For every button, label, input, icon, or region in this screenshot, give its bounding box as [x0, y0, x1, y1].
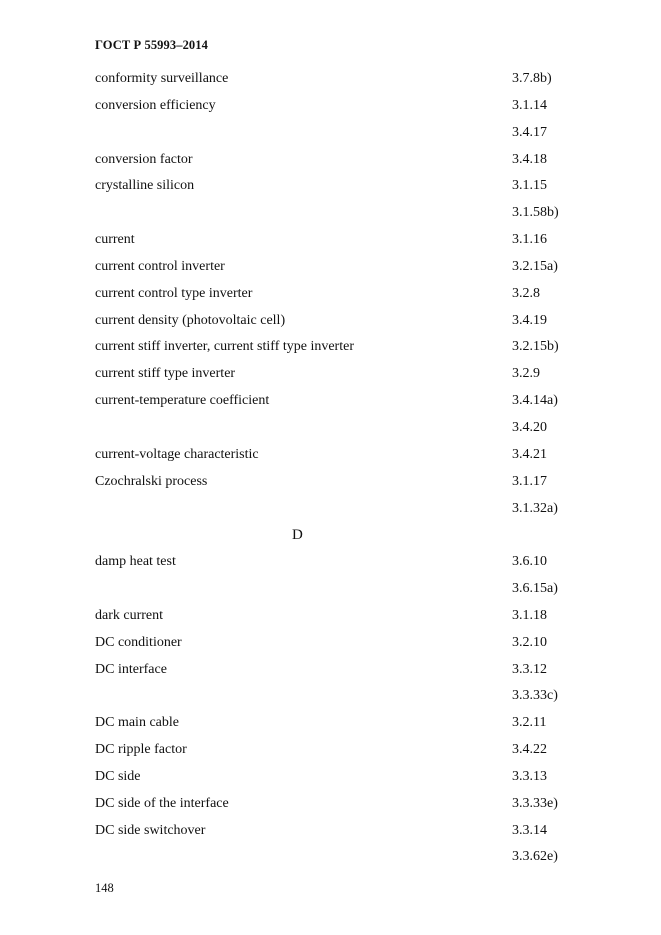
index-reference: 3.4.21	[512, 446, 547, 462]
index-entry	[95, 576, 575, 603]
index-entry	[95, 227, 575, 254]
index-term: DC ripple factor	[95, 742, 187, 758]
index-term: current stiff type inverter	[95, 366, 236, 382]
index-term: current-temperature coefficient	[95, 393, 270, 409]
index-reference: 3.1.58b)	[512, 205, 559, 221]
index-entry	[95, 200, 575, 227]
index-entry	[95, 120, 575, 147]
index-term: conversion factor	[95, 151, 193, 167]
index-reference: 3.3.33e)	[512, 795, 558, 811]
index-term: current density (photovoltaic cell)	[95, 312, 286, 328]
index-entry	[95, 254, 575, 281]
index-reference: 3.2.10	[512, 634, 547, 650]
index-entry	[95, 93, 575, 120]
index-term: Czochralski process	[95, 473, 208, 489]
index-entry	[95, 818, 575, 845]
index-reference: 3.1.32a)	[512, 500, 558, 516]
index-term: current control inverter	[95, 258, 225, 274]
index-entry	[95, 334, 575, 361]
index-term: current stiff inverter, current stiff type inverter	[95, 339, 354, 355]
section-letter-row	[95, 522, 575, 549]
index-reference: 3.7.8b)	[512, 71, 552, 86]
index-term: conversion efficiency	[95, 97, 216, 113]
index-reference: 3.3.13	[512, 768, 547, 784]
index-entry	[95, 469, 575, 496]
index-entry	[95, 281, 575, 308]
index-reference: 3.6.10	[512, 554, 547, 570]
index-term: damp heat test	[95, 554, 176, 570]
index-list	[95, 66, 575, 871]
index-reference: 3.1.15	[512, 178, 547, 194]
index-reference: 3.3.33c)	[512, 688, 558, 704]
index-term: dark current	[95, 607, 164, 623]
index-reference: 3.4.20	[512, 419, 547, 435]
index-entry	[95, 147, 575, 174]
index-entry	[95, 657, 575, 684]
index-entry	[95, 549, 575, 576]
index-reference: 3.2.15b)	[512, 339, 559, 355]
index-entry	[95, 791, 575, 818]
index-reference: 3.3.14	[512, 822, 547, 838]
index-term: current control type inverter	[95, 285, 253, 301]
index-reference: 3.6.15a)	[512, 581, 558, 597]
index-entry	[95, 710, 575, 737]
index-entry	[95, 630, 575, 657]
index-reference: 3.2.8	[512, 285, 540, 301]
index-entry	[95, 66, 575, 93]
index-term: DC side of the interface	[95, 795, 229, 811]
index-entry	[95, 496, 575, 523]
index-reference: 3.4.14a)	[512, 393, 558, 409]
index-reference: 3.2.9	[512, 366, 540, 382]
index-reference: 3.1.14	[512, 97, 547, 113]
index-reference: 3.4.22	[512, 742, 547, 758]
index-term: DC interface	[95, 661, 167, 677]
index-entry	[95, 308, 575, 335]
index-term: conformity surveillance	[95, 71, 229, 86]
index-term: current	[95, 232, 135, 248]
index-reference: 3.2.15a)	[512, 258, 558, 274]
index-reference: 3.3.12	[512, 661, 547, 677]
index-term: current-voltage characteristic	[95, 446, 259, 462]
index-term: DC side	[95, 768, 141, 784]
index-entry	[95, 415, 575, 442]
index-entry	[95, 442, 575, 469]
page-header: ГОСТ Р 55993–2014	[95, 38, 208, 52]
page-number: 148	[95, 881, 114, 895]
index-term: DC conditioner	[95, 634, 182, 650]
section-letter: D	[292, 527, 303, 544]
index-entry	[95, 683, 575, 710]
index-reference: 3.1.16	[512, 232, 547, 248]
index-reference: 3.1.17	[512, 473, 547, 489]
index-term: crystalline silicon	[95, 178, 195, 194]
index-reference: 3.4.18	[512, 151, 547, 167]
index-reference: 3.4.17	[512, 124, 547, 140]
index-entry	[95, 388, 575, 415]
index-reference: 3.2.11	[512, 715, 547, 731]
index-entry	[95, 764, 575, 791]
index-term: DC side switchover	[95, 822, 206, 838]
index-entry	[95, 603, 575, 630]
index-entry	[95, 737, 575, 764]
index-term: DC main cable	[95, 715, 179, 731]
index-reference: 3.3.62e)	[512, 849, 558, 865]
index-reference: 3.4.19	[512, 312, 547, 328]
index-entry	[95, 844, 575, 871]
index-reference: 3.1.18	[512, 607, 547, 623]
index-entry	[95, 361, 575, 388]
index-entry	[95, 173, 575, 200]
